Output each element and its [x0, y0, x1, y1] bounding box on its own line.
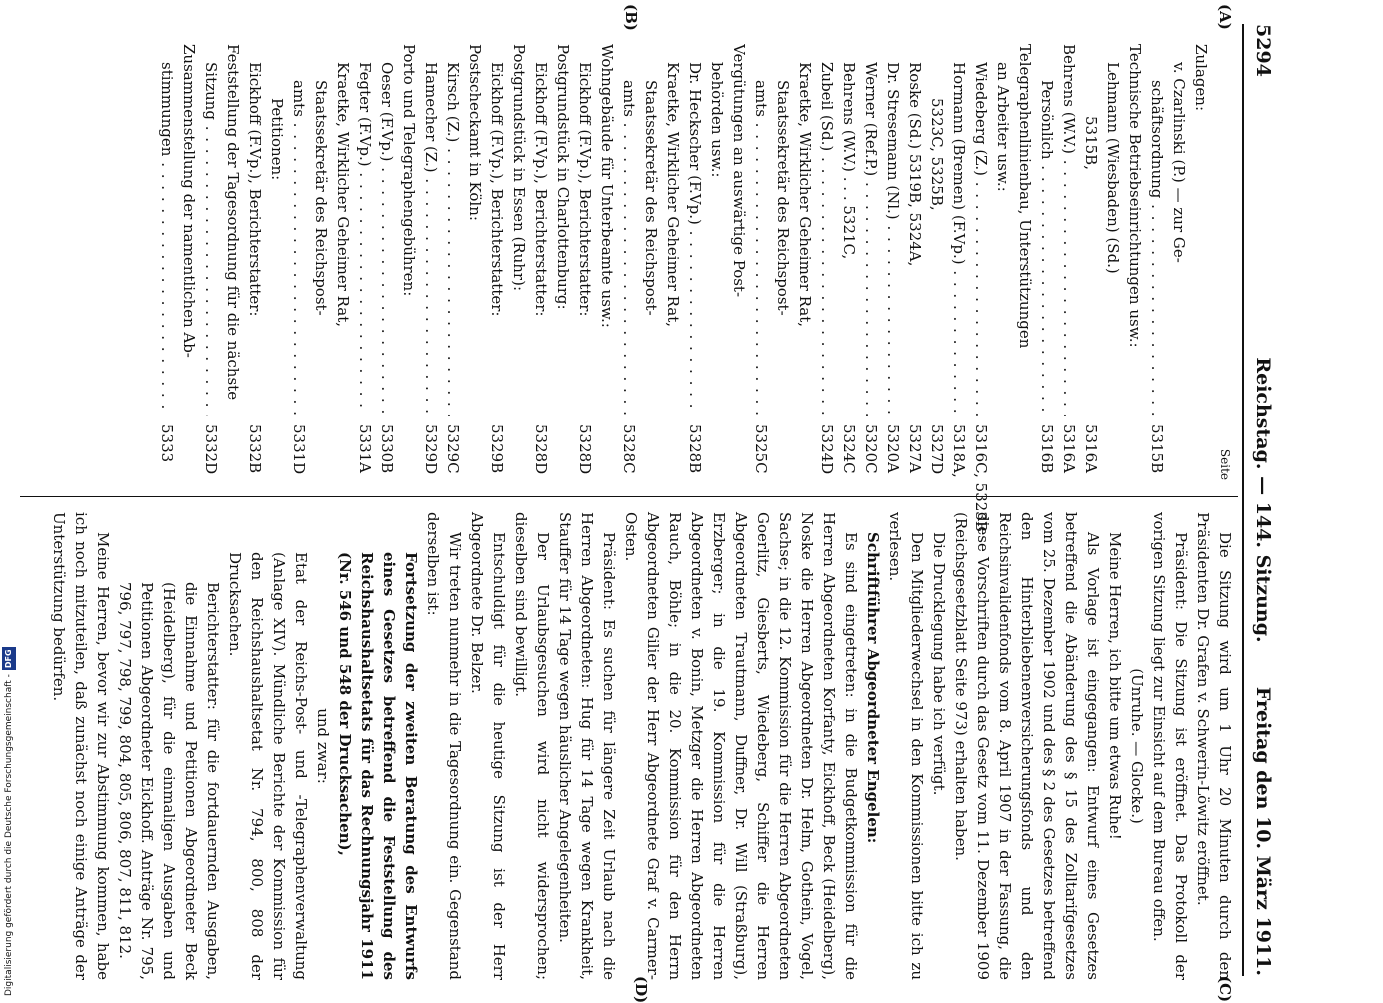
toc-page-ref: 5328D — [576, 424, 594, 475]
margin-marker-c: (C) — [1216, 976, 1234, 1003]
toc-row — [244, 44, 266, 480]
etat-heading: Etat der Reichs-Post- und -Telegraphenverwaltung (Anlage XIV). Mündliche Berichte der Kommission für den Reichshaushaltsetat Nr. 794, 800, 808 der Drucksachen. — [226, 552, 310, 980]
toc-page-ref: 5329D — [422, 424, 440, 475]
toc-entry-text: Lehmann (Wiesbaden) (Sd.) — [1104, 62, 1122, 274]
toc-row — [1190, 44, 1212, 480]
toc-entry-text: Staatssekretär des Reichspost- — [312, 80, 330, 316]
toc-row — [508, 44, 530, 480]
toc-entry-text: amts . . . — [618, 44, 640, 416]
toc-row — [860, 44, 882, 480]
paragraph-commissions: Es sind eingetreten: in die Budgetkommission für die Herren Abgeordneten Korfanty, Eickhoff, Beck (Heidelberg), Noske die Herren Abgeordneten Dr. Helm, Gothein, Vogel, Sachse; in die 12. Kommission für die Herren Abgeordneten Goerlitz, Giesberts, Wiedeberg, Schiffer die Herren Abgeordneten Trautmann, Duffner, Dr. Will (Straßburg), Erzberger; in die 19. Kommission für die Herren Abgeordneten v. Bonin, Metzger die Herren Abgeordneten Rauch, Böhle; in die 20. Kommission für den Herrn Abgeordneten Gilier der Herr Abgeordnete Graf v. Carmer-Osten. — [622, 512, 860, 980]
toc-entry-text: amts . . . — [750, 44, 772, 416]
paragraph-mitgliederwechsel: Den Mitgliederwechsel in den Kommissionen bitte ich zu verlesen. — [886, 512, 926, 980]
toc-entry-text: stimmungen . . . — [156, 44, 178, 416]
und-zwar: und zwar: — [314, 708, 332, 784]
toc-entry-text: Telegraphenlinienbau, Unterstützungen — [1016, 44, 1034, 349]
toc-row — [354, 44, 376, 480]
toc-row — [684, 44, 706, 480]
toc-row — [1014, 44, 1036, 480]
toc-entry-text: Kraetke, Wirklicher Geheimer Rat, — [334, 62, 352, 328]
toc-entry-text: Postgrundstück in Essen (Ruhr): — [510, 44, 528, 292]
toc-entry-text: Zubeil (Sd.) . . . — [816, 44, 838, 416]
toc-row — [728, 44, 750, 480]
toc-entry-text: Vergütungen an auswärtige Post- — [730, 44, 748, 298]
paragraph-quiet: Meine Herren, ich bitte um etwas Ruhe! — [1106, 532, 1124, 840]
toc-page-ref: 5328C — [620, 424, 638, 474]
closing-paragraph: Meine Herren, bevor wir zur Abstimmung kommen, habe ich noch mitzuteilen, daß zunächst noch einige Anträge der Unterstützung bedürfen. — [50, 512, 112, 980]
toc-entry-text: behörden usw.: — [708, 62, 726, 178]
toc-row — [750, 44, 772, 480]
column-divider — [20, 496, 1238, 497]
toc-row — [1146, 44, 1168, 480]
toc-row — [662, 44, 684, 480]
toc-row — [376, 44, 398, 480]
toc-entry-text: Zusammenstellung der namentlichen Ab- — [180, 44, 198, 358]
president-opening: Präsident: Die Sitzung ist eröffnet. Das Protokoll der vorigen Sitzung liegt zur Einsicht auf dem Bureau offen. — [1150, 512, 1190, 980]
toc-row — [486, 44, 508, 480]
toc-row — [574, 44, 596, 480]
toc-row — [618, 44, 640, 480]
schriftfuehrer-heading: Schriftführer Abgeordneter Engelen: — [864, 532, 882, 844]
toc-page-ref: 5332D — [202, 424, 220, 475]
toc-page-ref: 5315B — [1148, 424, 1166, 474]
header-date: Freitag den 10. März 1911. — [1252, 686, 1274, 976]
toc-page-ref: 5316C, 5323B — [972, 424, 990, 532]
toc-page-ref: 5316B — [1038, 424, 1056, 474]
toc-entry-text: Eickhoff (F.Vp.), Berichterstatter: — [246, 62, 264, 317]
toc-row — [200, 44, 222, 480]
toc-row — [442, 44, 464, 480]
toc-entry-text: Petitionen: — [268, 98, 286, 181]
toc-entry-text: schäftsordnung . . . — [1146, 44, 1168, 416]
toc-entry-text: Staatssekretär des Reichspost- — [642, 80, 660, 316]
toc-row — [310, 44, 332, 480]
toc-row — [530, 44, 552, 480]
header-title: Reichstag. — 144. Sitzung. — [1252, 357, 1274, 643]
toc-list — [156, 44, 1212, 532]
toc-page-ref: 5327D — [928, 424, 946, 475]
toc-entry-text: amts . . . — [288, 44, 310, 416]
toc-entry-text: Postgrundstück in Charlottenburg: — [554, 44, 572, 310]
toc-page-ref: 5316A — [1060, 424, 1078, 474]
toc-row — [596, 44, 618, 480]
toc-entry-text: Postscheckamt in Köln: — [466, 44, 484, 221]
toc-row — [1058, 44, 1080, 480]
toc-page-ref: 5331A — [356, 424, 374, 474]
toc-row — [904, 44, 926, 480]
toc-row — [156, 44, 178, 480]
toc-entry-text: an Arbeiter usw.: — [994, 62, 1012, 192]
toc-entry-text: 5323C, 5325B, — [928, 98, 946, 211]
toc-entry-text: Fegter (F.Vp.) . . . — [354, 44, 376, 416]
margin-marker-d: (D) — [632, 976, 650, 1003]
toc-row — [1168, 44, 1190, 480]
toc-entry-text: Feststellung der Tagesordnung für die nächste — [224, 44, 242, 401]
toc-row — [970, 44, 992, 532]
digitization-note — [2, 600, 16, 996]
toc-row — [838, 44, 860, 480]
toc-entry-text: Persönlich . . . — [1036, 44, 1058, 416]
toc-page-ref: 5328D — [532, 424, 550, 475]
digitization-text: Digitalisierung gefördert durch die Deutsche Forschungsgemeinschaft - — [4, 674, 14, 996]
toc-row — [1124, 44, 1146, 480]
seite-label: Seite — [1218, 448, 1232, 480]
toc-entry-text: Hormann (Bremen) (F.Vp.) . . . — [948, 44, 970, 416]
toc-row — [1102, 44, 1124, 480]
toc-page-ref: 5324C — [840, 424, 858, 474]
toc-entry-text: Porto und Telegraphengebühren: — [400, 44, 418, 297]
toc-page-ref: 5331D — [290, 424, 308, 475]
toc-entry-text: Hamecher (Z.) . . . — [420, 44, 442, 416]
toc-entry-text: Wiedeberg (Z.) . . . — [970, 44, 992, 416]
page-header — [1244, 24, 1278, 976]
toc-entry-text: Eickhoff (F.Vp.), Berichterstatter: — [576, 62, 594, 317]
toc-row — [1036, 44, 1058, 480]
paragraph-bewilligt: Der Urlaubsgesuchen wird nicht widersprochen; dieselben sind bewilligt. — [512, 512, 552, 980]
toc-page-ref: 5320C — [862, 424, 880, 474]
table-of-contents-column — [156, 44, 1236, 532]
toc-row — [222, 44, 244, 480]
paragraph-drucklegung: Die Drucklegung habe ich verfügt. — [930, 532, 948, 796]
toc-entry-text: Eickhoff (F.Vp.), Berichterstatter: — [532, 62, 550, 317]
toc-page-ref: 5325C — [752, 424, 770, 474]
toc-page-ref: 5318A, — [950, 424, 968, 478]
toc-page-ref: 5332B — [246, 424, 264, 474]
paragraph-tagesordnung: Wir treten nunmehr in die Tagesordnung ein. Gegenstand derselben ist: — [424, 512, 464, 980]
toc-entry-text: Kraetke, Wirklicher Geheimer Rat, — [796, 62, 814, 328]
toc-entry-text: Sitzung . . . — [200, 44, 222, 416]
toc-entry-text: Werner (Ref.P.) . . . — [860, 44, 882, 416]
toc-entry-text: Oeser (F.Vp.) . . . — [376, 44, 398, 416]
toc-row — [992, 44, 1014, 480]
toc-page-ref: 5324D — [818, 424, 836, 475]
toc-row — [266, 44, 288, 480]
toc-page-ref: 5330B — [378, 424, 396, 474]
toc-entry-text: Technische Betriebseinrichtungen usw.: — [1126, 44, 1144, 348]
toc-row — [420, 44, 442, 480]
toc-entry-text: v. Czarlinski (P.) — zur Ge- — [1170, 62, 1188, 263]
toc-row — [1080, 44, 1102, 480]
toc-entry-text: Staatssekretär des Reichspost- — [774, 80, 792, 316]
toc-row — [464, 44, 486, 480]
toc-row — [288, 44, 310, 480]
unrest-note: (Unruhe. — Glocke.) — [1128, 668, 1146, 824]
toc-entry-text: Eickhoff (F.Vp.), Berichterstatter: — [488, 62, 506, 317]
paragraph-vorlage: Als Vorlage ist eingegangen: Entwurf eines Gesetzes betreffend die Abänderung des § 15 des Zolltarifgesetzes vom 25. Dezember 1902 und des § 2 des Gesetzes betreffend den Hinterbliebenenversicherungsfonds und den Reichsinvalidenfonds vom 8. April 1907 in der Fassung, die diese Vorschriften durch das Gesetz vom 11. Dezember 1909 (Reichsgesetzblatt Seite 973) erhalten haben. — [952, 512, 1102, 980]
margin-marker-b: (B) — [622, 4, 640, 31]
toc-row — [552, 44, 574, 480]
toc-row — [794, 44, 816, 480]
toc-entry-text: 5315B, — [1082, 116, 1100, 170]
toc-row — [640, 44, 662, 480]
berichterstatter-block: Berichterstatter: für die fortdauernden Ausgaben, die Einnahme und Petitionen Abgeordneter Beck (Heidelberg), für die einmaligen Ausgaben und Petitionen Abgeordneter Eickhoff. Anträge Nr. 795, 796, 797, 798, 799, 804, 805, 806, 807, 811, 812. — [116, 582, 222, 980]
toc-entry-text: Zulagen: — [1192, 44, 1210, 112]
toc-page-ref: 5329B — [488, 424, 506, 474]
agenda-item: Fortsetzung der zweiten Beratung des Entwurfs eines Gesetzes betreffend die Feststellung des Reichshaushaltsetats für das Rechnungsjahr 1911 (Nr. 546 und 548 der Drucksachen), — [336, 552, 420, 980]
toc-page-ref: 5333 — [158, 424, 176, 463]
toc-entry-text: Kirsch (Z.) . . . — [442, 44, 464, 416]
toc-entry-text: Kraetke, Wirklicher Geheimer Rat, — [664, 62, 682, 328]
margin-marker-a: (A) — [1216, 4, 1234, 30]
page-number: 5294 — [1252, 24, 1274, 77]
toc-row — [882, 44, 904, 480]
dfg-logo: DFG — [2, 647, 16, 670]
opening-paragraph: Die Sitzung wird um 1 Uhr 20 Minuten durch den Präsidenten Dr. Grafen v. Schwerin-Löwitz eröffnet. — [1194, 512, 1234, 980]
toc-entry-text: Dr. Heckscher (F.Vp.) . . . — [684, 44, 706, 416]
toc-entry-text: Behrens (W.V.) . . . 5321C, — [840, 62, 858, 260]
toc-row — [926, 44, 948, 480]
toc-entry-text: Roske (Sd.) 5319B, 5324A, — [906, 62, 924, 267]
toc-row — [772, 44, 794, 480]
toc-entry-text: Behrens (W.V.) . . . — [1058, 44, 1080, 416]
paragraph-entschuldigt: Entschuldigt für die heutige Sitzung ist der Herr Abgeordnete Dr. Belzer. — [468, 512, 508, 980]
proceedings-column — [48, 512, 1236, 980]
toc-page-ref: 5320A — [884, 424, 902, 474]
toc-row — [816, 44, 838, 480]
toc-row — [398, 44, 420, 480]
toc-row — [332, 44, 354, 480]
toc-row — [178, 44, 200, 480]
toc-page-ref: 5316A — [1082, 424, 1100, 474]
toc-row — [706, 44, 728, 480]
header-rule — [1242, 24, 1244, 976]
toc-row — [948, 44, 970, 480]
paragraph-urlaub: Präsident: Es suchen für längere Zeit Urlaub nach die Herren Abgeordneten: Hug für 14 Tage wegen Krankheit, Stauffer für 14 Tage wegen häuslicher Angelegenheiten. — [556, 512, 618, 980]
toc-page-ref: 5329C — [444, 424, 462, 474]
toc-entry-text: Dr. Stresemann (Nl.) . . . — [882, 44, 904, 416]
toc-entry-text: Wohngebäude für Unterbeamte usw.: — [598, 44, 616, 328]
toc-page-ref: 5328B — [686, 424, 704, 474]
toc-page-ref: 5327A — [906, 424, 924, 474]
